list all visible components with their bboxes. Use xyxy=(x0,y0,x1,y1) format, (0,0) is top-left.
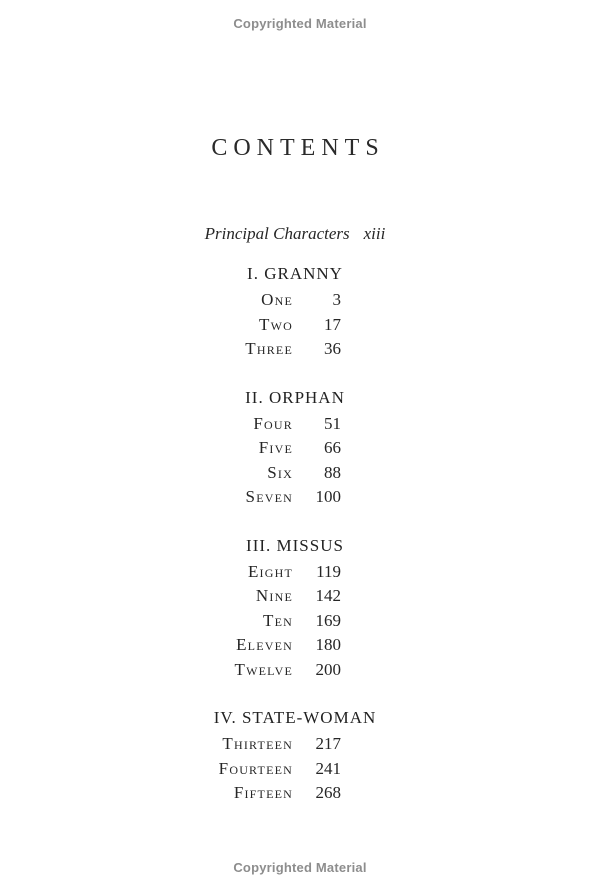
section-heading: IV. STATE-WOMAN xyxy=(213,708,377,727)
section-heading: I. GRANNY xyxy=(247,264,343,283)
chapter-page: 36 xyxy=(324,339,341,358)
table-row xyxy=(0,609,590,634)
table-row xyxy=(0,732,590,757)
chapter-page: 100 xyxy=(315,487,341,506)
chapter-name: Four xyxy=(253,413,293,433)
table-row xyxy=(0,461,590,486)
chapter-page: 217 xyxy=(315,734,341,753)
toc-section xyxy=(0,708,590,806)
section-heading: II. ORPHAN xyxy=(245,387,345,407)
chapter-page: 169 xyxy=(315,610,341,630)
chapter-page: 241 xyxy=(315,758,341,778)
chapter-name: One xyxy=(261,290,293,309)
section-rows xyxy=(0,412,590,510)
toc-section xyxy=(0,388,590,510)
copyright-notice-bottom: Copyrighted Material xyxy=(233,860,367,875)
table-row xyxy=(0,658,590,683)
chapter-page: 142 xyxy=(315,586,341,605)
table-row xyxy=(0,584,590,609)
copyright-notice-top: Copyrighted Material xyxy=(233,16,367,31)
chapter-name: Ten xyxy=(263,610,293,630)
table-row xyxy=(0,337,590,362)
table-row xyxy=(0,781,590,806)
front-matter-row xyxy=(0,224,590,244)
chapter-name: Fourteen xyxy=(218,758,293,778)
chapter-page: 66 xyxy=(324,438,341,457)
chapter-name: Fifteen xyxy=(233,783,293,802)
chapter-page: 180 xyxy=(315,635,341,654)
section-rows xyxy=(0,732,590,806)
table-row xyxy=(0,485,590,510)
table-row xyxy=(0,436,590,461)
table-row xyxy=(0,560,590,585)
table-row xyxy=(0,757,590,782)
chapter-name: Eleven xyxy=(236,635,293,654)
chapter-page: 51 xyxy=(324,413,341,433)
table-row xyxy=(0,313,590,338)
table-row xyxy=(0,288,590,313)
front-matter-label: Principal Characters xyxy=(204,224,350,243)
page-title: CONTENTS xyxy=(211,135,385,161)
chapter-name: Thirteen xyxy=(222,734,293,753)
chapter-page: 119 xyxy=(316,561,341,581)
table-row xyxy=(0,412,590,437)
chapter-page: 3 xyxy=(332,290,341,309)
toc-sections xyxy=(0,264,590,806)
section-rows xyxy=(0,560,590,683)
chapter-page: 17 xyxy=(324,314,341,334)
chapter-name: Eight xyxy=(247,561,293,581)
chapter-name: Twelve xyxy=(234,659,293,679)
chapter-page: 88 xyxy=(324,462,341,482)
chapter-page: 268 xyxy=(315,783,341,802)
chapter-page: 200 xyxy=(315,659,341,679)
front-matter-page-number: xiii xyxy=(363,224,386,243)
chapter-name: Five xyxy=(258,438,293,457)
table-row xyxy=(0,633,590,658)
chapter-name: Nine xyxy=(255,586,293,605)
chapter-name: Two xyxy=(259,314,293,334)
toc-section xyxy=(0,264,590,362)
toc-section xyxy=(0,536,590,683)
chapter-name: Seven xyxy=(245,487,293,506)
section-rows xyxy=(0,288,590,362)
chapter-name: Six xyxy=(267,462,293,482)
section-heading: III. MISSUS xyxy=(246,535,344,555)
toc-content xyxy=(0,136,590,806)
chapter-name: Three xyxy=(245,339,293,358)
